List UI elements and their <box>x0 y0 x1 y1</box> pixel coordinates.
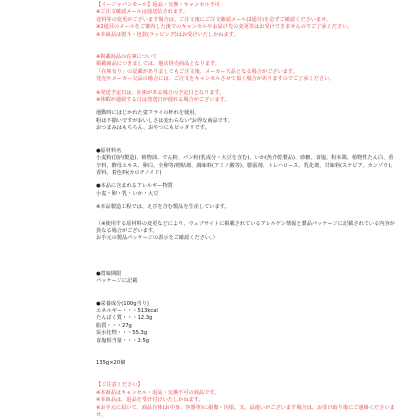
factory-section <box>96 204 396 243</box>
allergen-section <box>96 183 396 198</box>
notice-stock-line: 発売やメーカー欠品の場合には、ご注文をキャンセルさせて頂く場合がありますのでご了承ください。 <box>96 76 335 83</box>
notice-top-line: 【イージャパンモール】返品・交換・キャンセル不可 <box>96 2 220 8</box>
allergen-title: ●本品に含まれるアレルギー物質 <box>96 183 173 190</box>
nutrition-row: 炭水化物・・・55.3g <box>96 330 148 337</box>
nutrition-section <box>96 301 396 345</box>
ingredients-title: ●原材料名 <box>96 147 122 154</box>
notice-top-line: ※本商品は熨斗・包装(ラッピング)はお受けいたしかねます。 <box>96 31 239 38</box>
notice-top-line: ※2通目のメールをご案内した後でのキャンセルやお届け先の変更等はお受けできませんのでご了承ください。 <box>96 24 353 31</box>
shelf-text: パッケージに記載 <box>96 278 138 285</box>
notice-stock-line: ※掲載商品の在庫について <box>96 54 158 61</box>
description-line: おつまみはもちろん、おやつにもピッタリです。 <box>96 125 210 132</box>
notice-bottom-line: 【ご注意ください】 <box>96 382 143 389</box>
allergen-text: 小麦・卵・乳・いか・大豆 <box>96 190 159 197</box>
notice-bottom <box>96 382 396 419</box>
description-line: 粉は不揃いですがおいしさは変わらない"お得な商品です。 <box>96 117 233 124</box>
notice-stock-line: 「在庫有り」の記載がありましてもご注文後、メーカー欠品となる場合がございます。 <box>96 68 298 75</box>
ingredients-text: 小麦粉(国内製造)、植物油、でん粉、パン粉(乳成分・大豆を含む)、いか(魚介乾製品)、砂糖、食塩、粉末鶏、植物性たん白、香辛料、酵母エキス、卵白、全卵等/増粘剤、調味料(アミノ酸等)、膨張剤、トレハロース、乳化剤、甘味料(ステビア、カンゾウ)、香料、着色料(カロチノイド) <box>96 155 396 176</box>
notice-bottom-line: ※本商品は、返品を受け付けいたしかねます。 <box>96 397 204 404</box>
notice-top <box>96 2 396 39</box>
ingredients-section <box>96 148 396 178</box>
notice-top-line: 送料等の変更がございます場合は、ご注文後にご注文確認メール(2通目)を必ずご確認くださいませ。 <box>96 16 332 23</box>
notice-delivery-line: ※休暇が連続する日は発送日が遅れる場合がございます。 <box>96 97 230 104</box>
notice-delivery <box>96 90 396 105</box>
factory-title: ※本品製造工程では、えびを含む製品を生産しています。 <box>96 204 230 211</box>
quantity-section <box>96 360 396 367</box>
shelf-life-section <box>96 271 396 286</box>
nutrition-row: 食塩相当量・・・2.5g <box>96 337 150 344</box>
product-description <box>96 110 396 132</box>
notice-delivery-line: ※発送予定日は、在庫がある場合の予定日となります。 <box>96 89 225 96</box>
notice-top-line: ※ご注文確認メールは通送信されます。 <box>96 9 189 16</box>
quantity-text: 135g×20個 <box>96 360 126 366</box>
shelf-title: ●賞味期限 <box>96 270 122 277</box>
description-line: 運動時にはじかれた姿フライの杯れを使用。 <box>96 110 200 117</box>
factory-note: （※使用する原材料の変更などにより、ウェブサイトに掲載されているアレルゲン情報と製品パッケージに記載されている内容が異なる場合がございます。 <box>96 220 395 234</box>
notice-stock <box>96 54 396 84</box>
notice-stock-line: 掲載商品につきましては、他店併売商品となります。 <box>96 61 220 68</box>
nutrition-row: エネルギー・・・513kcal <box>96 307 158 314</box>
notice-bottom-line: ※本商品はキャンセル・返品・交換不可の商品です。 <box>96 389 220 396</box>
nutrition-title: ●栄養成分(100g当り) <box>96 300 149 307</box>
nutrition-row: たんぱく質・・・12.3g <box>96 315 153 322</box>
factory-note: お手元の製品パッケージの表示をご確認ください。） <box>96 235 218 242</box>
nutrition-row: 脂質・・・27g <box>96 322 132 329</box>
notice-bottom-line: ※お手元に届いて、商品自体(お中身、容器等)に損傷・汚損、又、品違いがございます場合は、お受け取り後にご連絡くださいませ。 <box>96 404 395 419</box>
